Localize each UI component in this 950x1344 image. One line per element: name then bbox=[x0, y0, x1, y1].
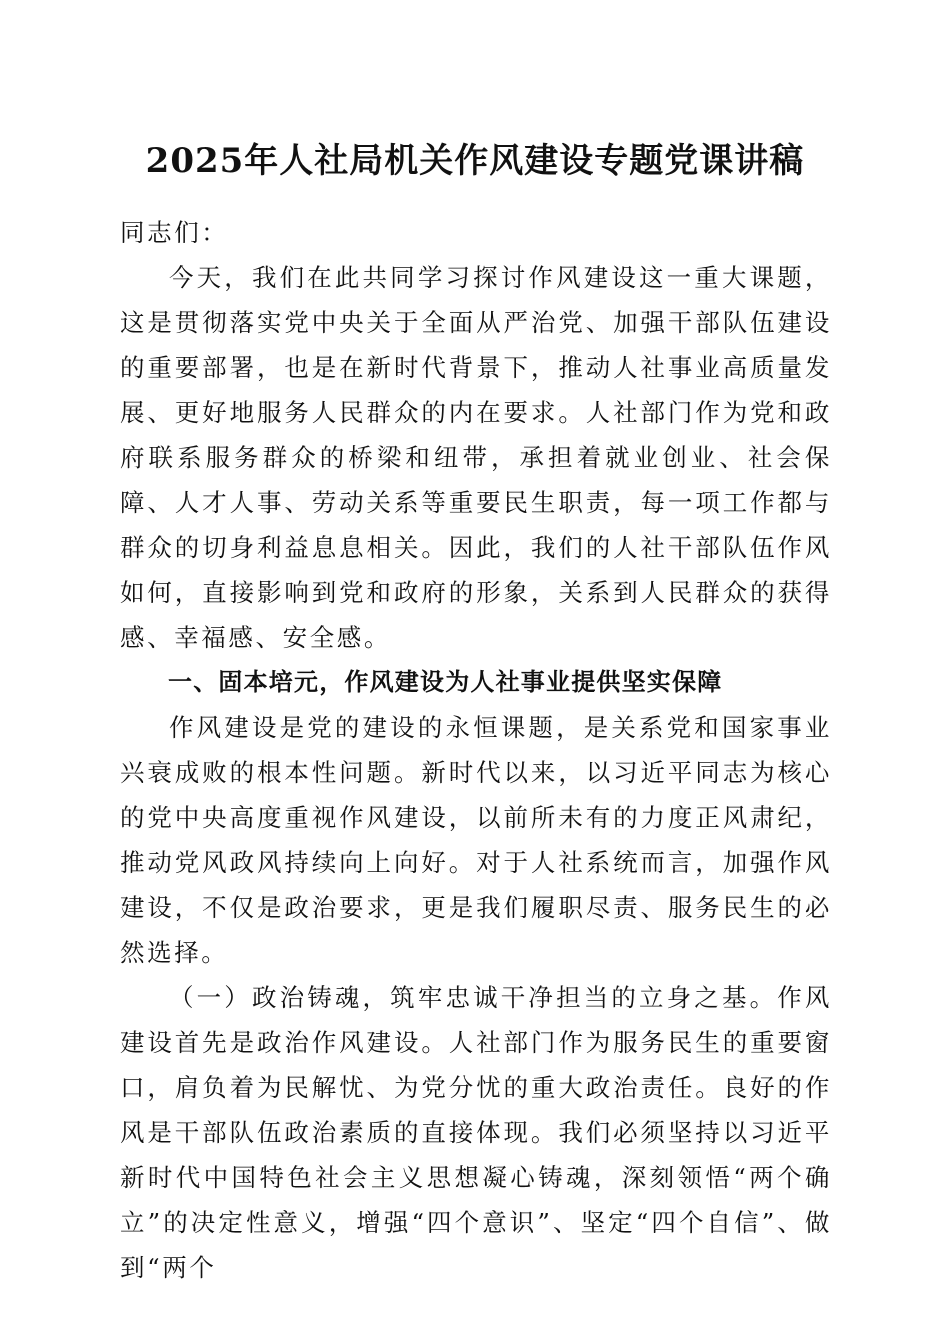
document-title: 2025年人社局机关作风建设专题党课讲稿 bbox=[145, 141, 805, 181]
subsection-paragraph: （一）政治铸魂，筑牢忠诚干净担当的立身之基。作风建设首先是政治作风建设。人社部门作为服务民生的重要窗口，肩负着为民解忧、为党分忧的重大政治责任。良好的作风是干部队伍政治素质的直接体现。我们必须坚持以习近平新时代中国特色社会主义思想凝心铸魂，深刻领悟“两个确立”的决定性意义，增强“四个意识”、坚定“四个自信”、做到“两个 bbox=[120, 983, 832, 1282]
intro-paragraph: 今天，我们在此共同学习探讨作风建设这一重大课题，这是贯彻落实党中央关于全面从严治党、加强干部队伍建设的重要部署，也是在新时代背景下，推动人社事业高质量发展、更好地服务人民群众的内在要求。人社部门作为党和政府联系服务群众的桥梁和纽带，承担着就业创业、社会保障、人才人事、劳动关系等重要民生职责，每一项工作都与群众的切身利益息息相关。因此，我们的人社干部队伍作风如何，直接影响到党和政府的形象，关系到人民群众的获得感、幸福感、安全感。 bbox=[120, 263, 832, 652]
salutation: 同志们： bbox=[120, 218, 229, 247]
section-paragraph: 作风建设是党的建设的永恒课题，是关系党和国家事业兴衰成败的根本性问题。新时代以来，以习近平同志为核心的党中央高度重视作风建设，以前所未有的力度正风肃纪，推动党风政风持续向上向好。对于人社系统而言，加强作风建设，不仅是政治要求，更是我们履职尽责、服务民生的必然选择。 bbox=[120, 713, 832, 967]
document-body bbox=[120, 210, 832, 1290]
section-heading: 一、固本培元，作风建设为人社事业提供坚实保障 bbox=[168, 668, 723, 696]
